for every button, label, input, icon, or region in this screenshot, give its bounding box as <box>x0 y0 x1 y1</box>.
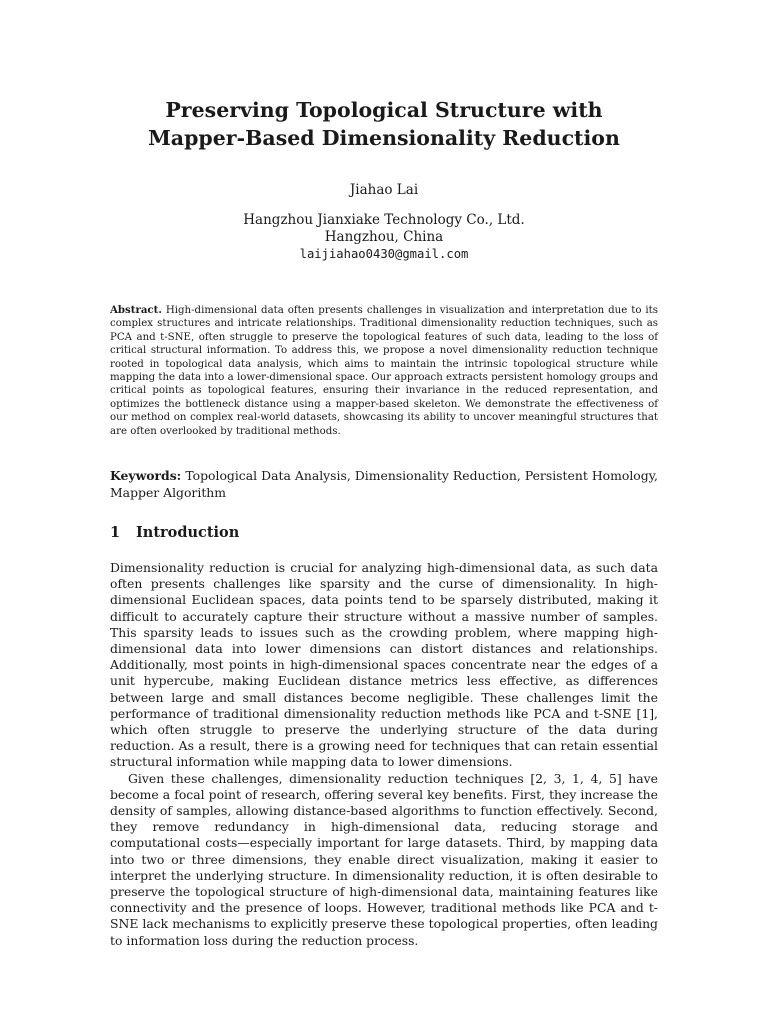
paper-title <box>0 96 768 152</box>
section-heading <box>110 524 658 541</box>
author-email[interactable]: laijiahao0430@gmail.com <box>299 247 469 261</box>
abstract-label: Abstract. <box>110 304 162 316</box>
abstract <box>110 304 658 438</box>
paragraph: Dimensionality reduction is crucial for analyzing high-dimensional data, as such data often presents challenges like sparsity and the curse of dimensionality. In high-dimensional Euclidean spaces, data points tend to be sparsely distributed, making it difficult to accurately capture their structure without a massive number of samples. This sparsity leads to issues such as the crowding problem, where mapping high-dimensional data into lower dimensions can distort distances and relationships. Additionally, most points in high-dimensional spaces concentrate near the edges of a unit hypercube, making Euclidean distance metrics less effective, as differences between large and small distances become negligible. These challenges limit the performance of traditional dimensionality reduction methods like PCA and t-SNE [1], which often struggle to preserve the underlying structure of the data during reduction. As a result, there is a growing need for techniques that can retain essential structural information while mapping data to lower dimensions. <box>110 560 658 770</box>
keywords-text: Topological Data Analysis, Dimensionality Reduction, Persistent Homology, Mapper Algorithm <box>110 468 658 500</box>
keywords-label: Keywords: <box>110 468 182 483</box>
affiliation-org: Hangzhou Jianxiake Technology Co., Ltd. <box>243 212 525 228</box>
title-line-2: Mapper-Based Dimensionality Reduction <box>148 126 620 150</box>
abstract-text: High-dimensional data often presents challenges in visualization and interpretation due to its complex structures and intricate relationships. Traditional dimensionality reduction techniques, such as PCA and t-SNE, often struggle to preserve the topological features of such data, leading to the loss of critical structural information. To address this, we propose a novel dimensionality reduction technique rooted in topological data analysis, which aims to maintain the intrinsic topological structure while mapping the data into a lower-dimensional space. Our approach extracts persistent homology groups and critical points as topological features, ensuring their invariance in the reduced representation, and optimizes the bottleneck distance using a mapper-based skeleton. We demonstrate the effectiveness of our method on complex real-world datasets, showcasing its ability to uncover meaningful structures that are often overlooked by traditional methods. <box>110 305 658 437</box>
affiliation-location: Hangzhou, China <box>324 229 444 245</box>
title-line-1: Preserving Topological Structure with <box>165 98 603 122</box>
section-number: 1 <box>110 524 121 541</box>
section-body <box>110 560 658 949</box>
paragraph: Given these challenges, dimensionality reduction techniques [2, 3, 1, 4, 5] have become a focal point of research, offering several key benefits. First, they increase the density of samples, allowing distance-based algorithms to function effectively. Second, they remove redundancy in high-dimensional data, reducing storage and computational costs—especially important for large datasets. Third, by mapping data into two or three dimensions, they enable direct visualization, making it easier to interpret the underlying structure. In dimensionality reduction, it is often desirable to preserve the topological structure of high-dimensional data, maintaining features like connectivity and the presence of loops. However, traditional methods like PCA and t-SNE lack mechanisms to explicitly preserve these topological properties, often leading to information loss during the reduction process. <box>110 770 658 948</box>
author-name: Jiahao Lai <box>349 182 419 198</box>
section-title: Introduction <box>136 524 240 541</box>
keywords <box>110 468 658 501</box>
affiliation-block <box>0 212 768 263</box>
